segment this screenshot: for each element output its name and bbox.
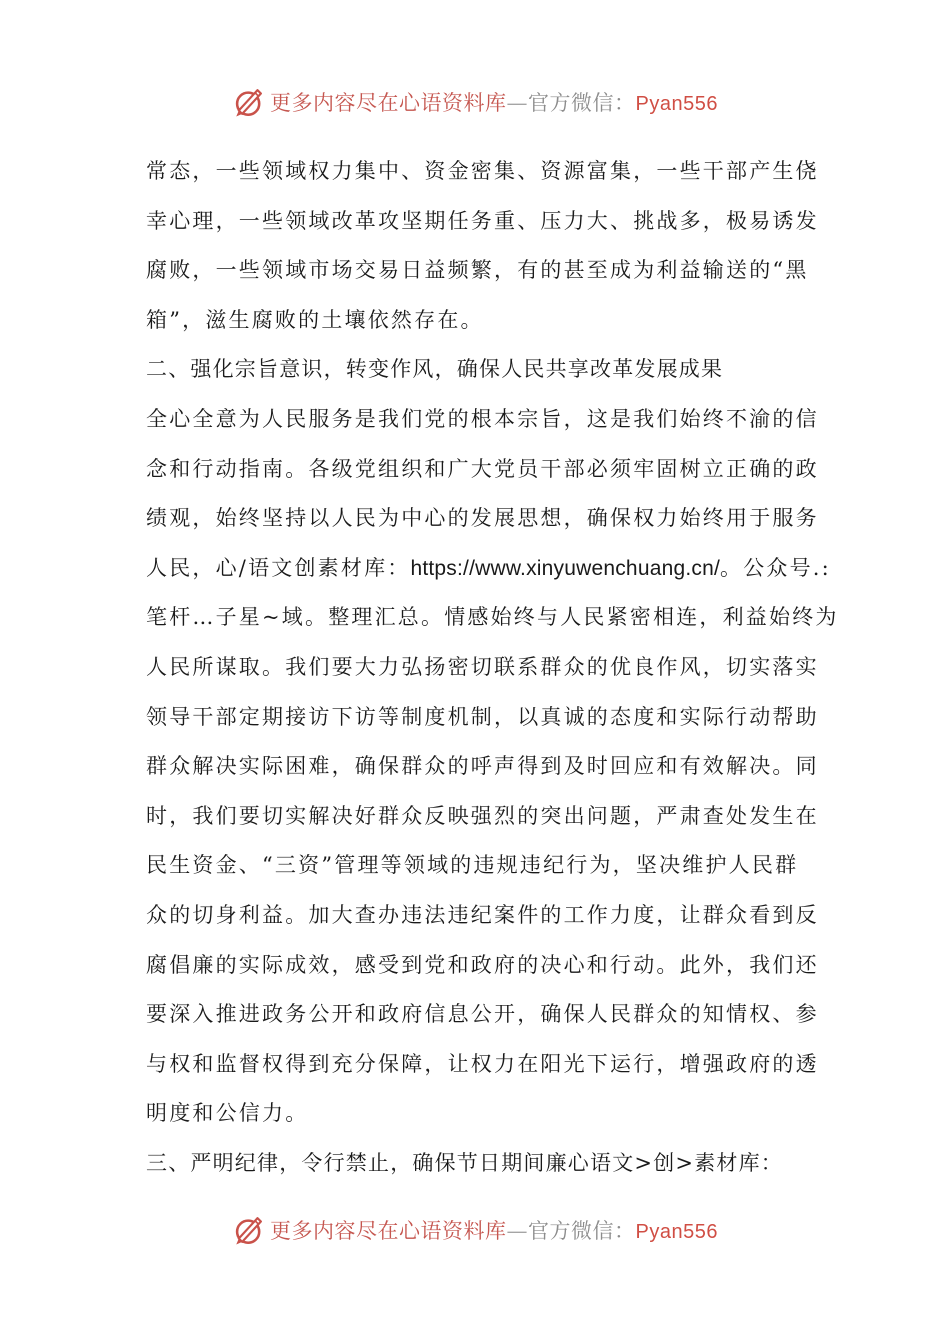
footer-text — [270, 1215, 718, 1245]
text-line-with-url — [146, 544, 831, 594]
text-line: 绩观，始终坚持以人民为中心的发展思想，确保权力始终用于服务 — [146, 506, 819, 531]
header-separator: — — [506, 91, 529, 115]
text-line: 群众解决实际困难，确保群众的呼声得到及时回应和有效解决。同 — [146, 754, 819, 779]
section-heading-3: 三、严明纪律，令行禁止，确保节日期间廉心语文>创>素材库： — [146, 1150, 783, 1175]
footer-separator: — — [506, 1219, 529, 1243]
text-line: 箱”，滋生腐败的土壤依然存在。 — [146, 307, 484, 332]
text-line: 要深入推进政务公开和政府信息公开，确保人民群众的知情权、参 — [146, 1002, 819, 1027]
footer-wechat-id: Pyan556 — [635, 1221, 718, 1243]
footer-main-text: 更多内容尽在心语资料库 — [270, 1219, 507, 1243]
section-heading-2: 二、强化宗旨意识，转变作风，确保人民共享改革发展成果 — [146, 357, 724, 382]
website-link[interactable]: https://www.xinyuwenchuang.cn/ — [410, 556, 720, 580]
text-line: 腐倡廉的实际成效，感受到党和政府的决心和行动。此外，我们还 — [146, 952, 819, 977]
footer-label: 官方微信： — [528, 1219, 636, 1243]
text-line: 领导干部定期接访下访等制度机制，以真诚的态度和实际行动帮助 — [146, 704, 819, 729]
header-main-text: 更多内容尽在心语资料库 — [270, 91, 507, 115]
header-wechat-id: Pyan556 — [635, 93, 718, 115]
text-line: 与权和监督权得到充分保障，让权力在阳光下运行，增强政府的透 — [146, 1051, 819, 1076]
url-line-before: 人民，心/语文创素材库： — [146, 555, 411, 580]
header-text — [270, 87, 718, 117]
text-line: 明度和公信力。 — [146, 1101, 309, 1126]
text-line: 人民所谋取。我们要大力弘扬密切联系群众的优良作风，切实落实 — [146, 654, 819, 679]
text-line: 腐败，一些领域市场交易日益频繁，有的甚至成为利益输送的“黑 — [146, 258, 809, 283]
text-line: 常态，一些领域权力集中、资金密集、资源富集，一些干部产生侥 — [146, 159, 819, 183]
text-line: 民生资金、“三资”管理等领域的违规违纪行为，坚决维护人民群 — [146, 853, 799, 878]
text-line: 时，我们要切实解决好群众反映强烈的突出问题，严肃查处发生在 — [146, 803, 819, 828]
text-line: 幸心理，一些领域改革攻坚期任务重、压力大、挑战多，极易诱发 — [146, 208, 819, 233]
text-line: 念和行动指南。各级党组织和广大党员干部必须牢固树立正确的政 — [146, 456, 819, 481]
pen-logo-icon — [232, 1213, 266, 1247]
header-label: 官方微信： — [528, 91, 636, 115]
text-line: 众的切身利益。加大查办违法违纪案件的工作力度，让群众看到反 — [146, 902, 819, 927]
text-line: 笔杆…子星~域。整理汇总。情感始终与人民紧密相连，利益始终为 — [146, 605, 839, 630]
text-line: 全心全意为人民服务是我们党的根本宗旨，这是我们始终不渝的信 — [146, 406, 819, 431]
footer-banner — [0, 1210, 950, 1250]
url-line-after: 。公众号.: — [719, 555, 831, 580]
header-banner — [0, 82, 950, 122]
document-body — [146, 147, 839, 1188]
pen-logo-icon — [232, 85, 266, 119]
